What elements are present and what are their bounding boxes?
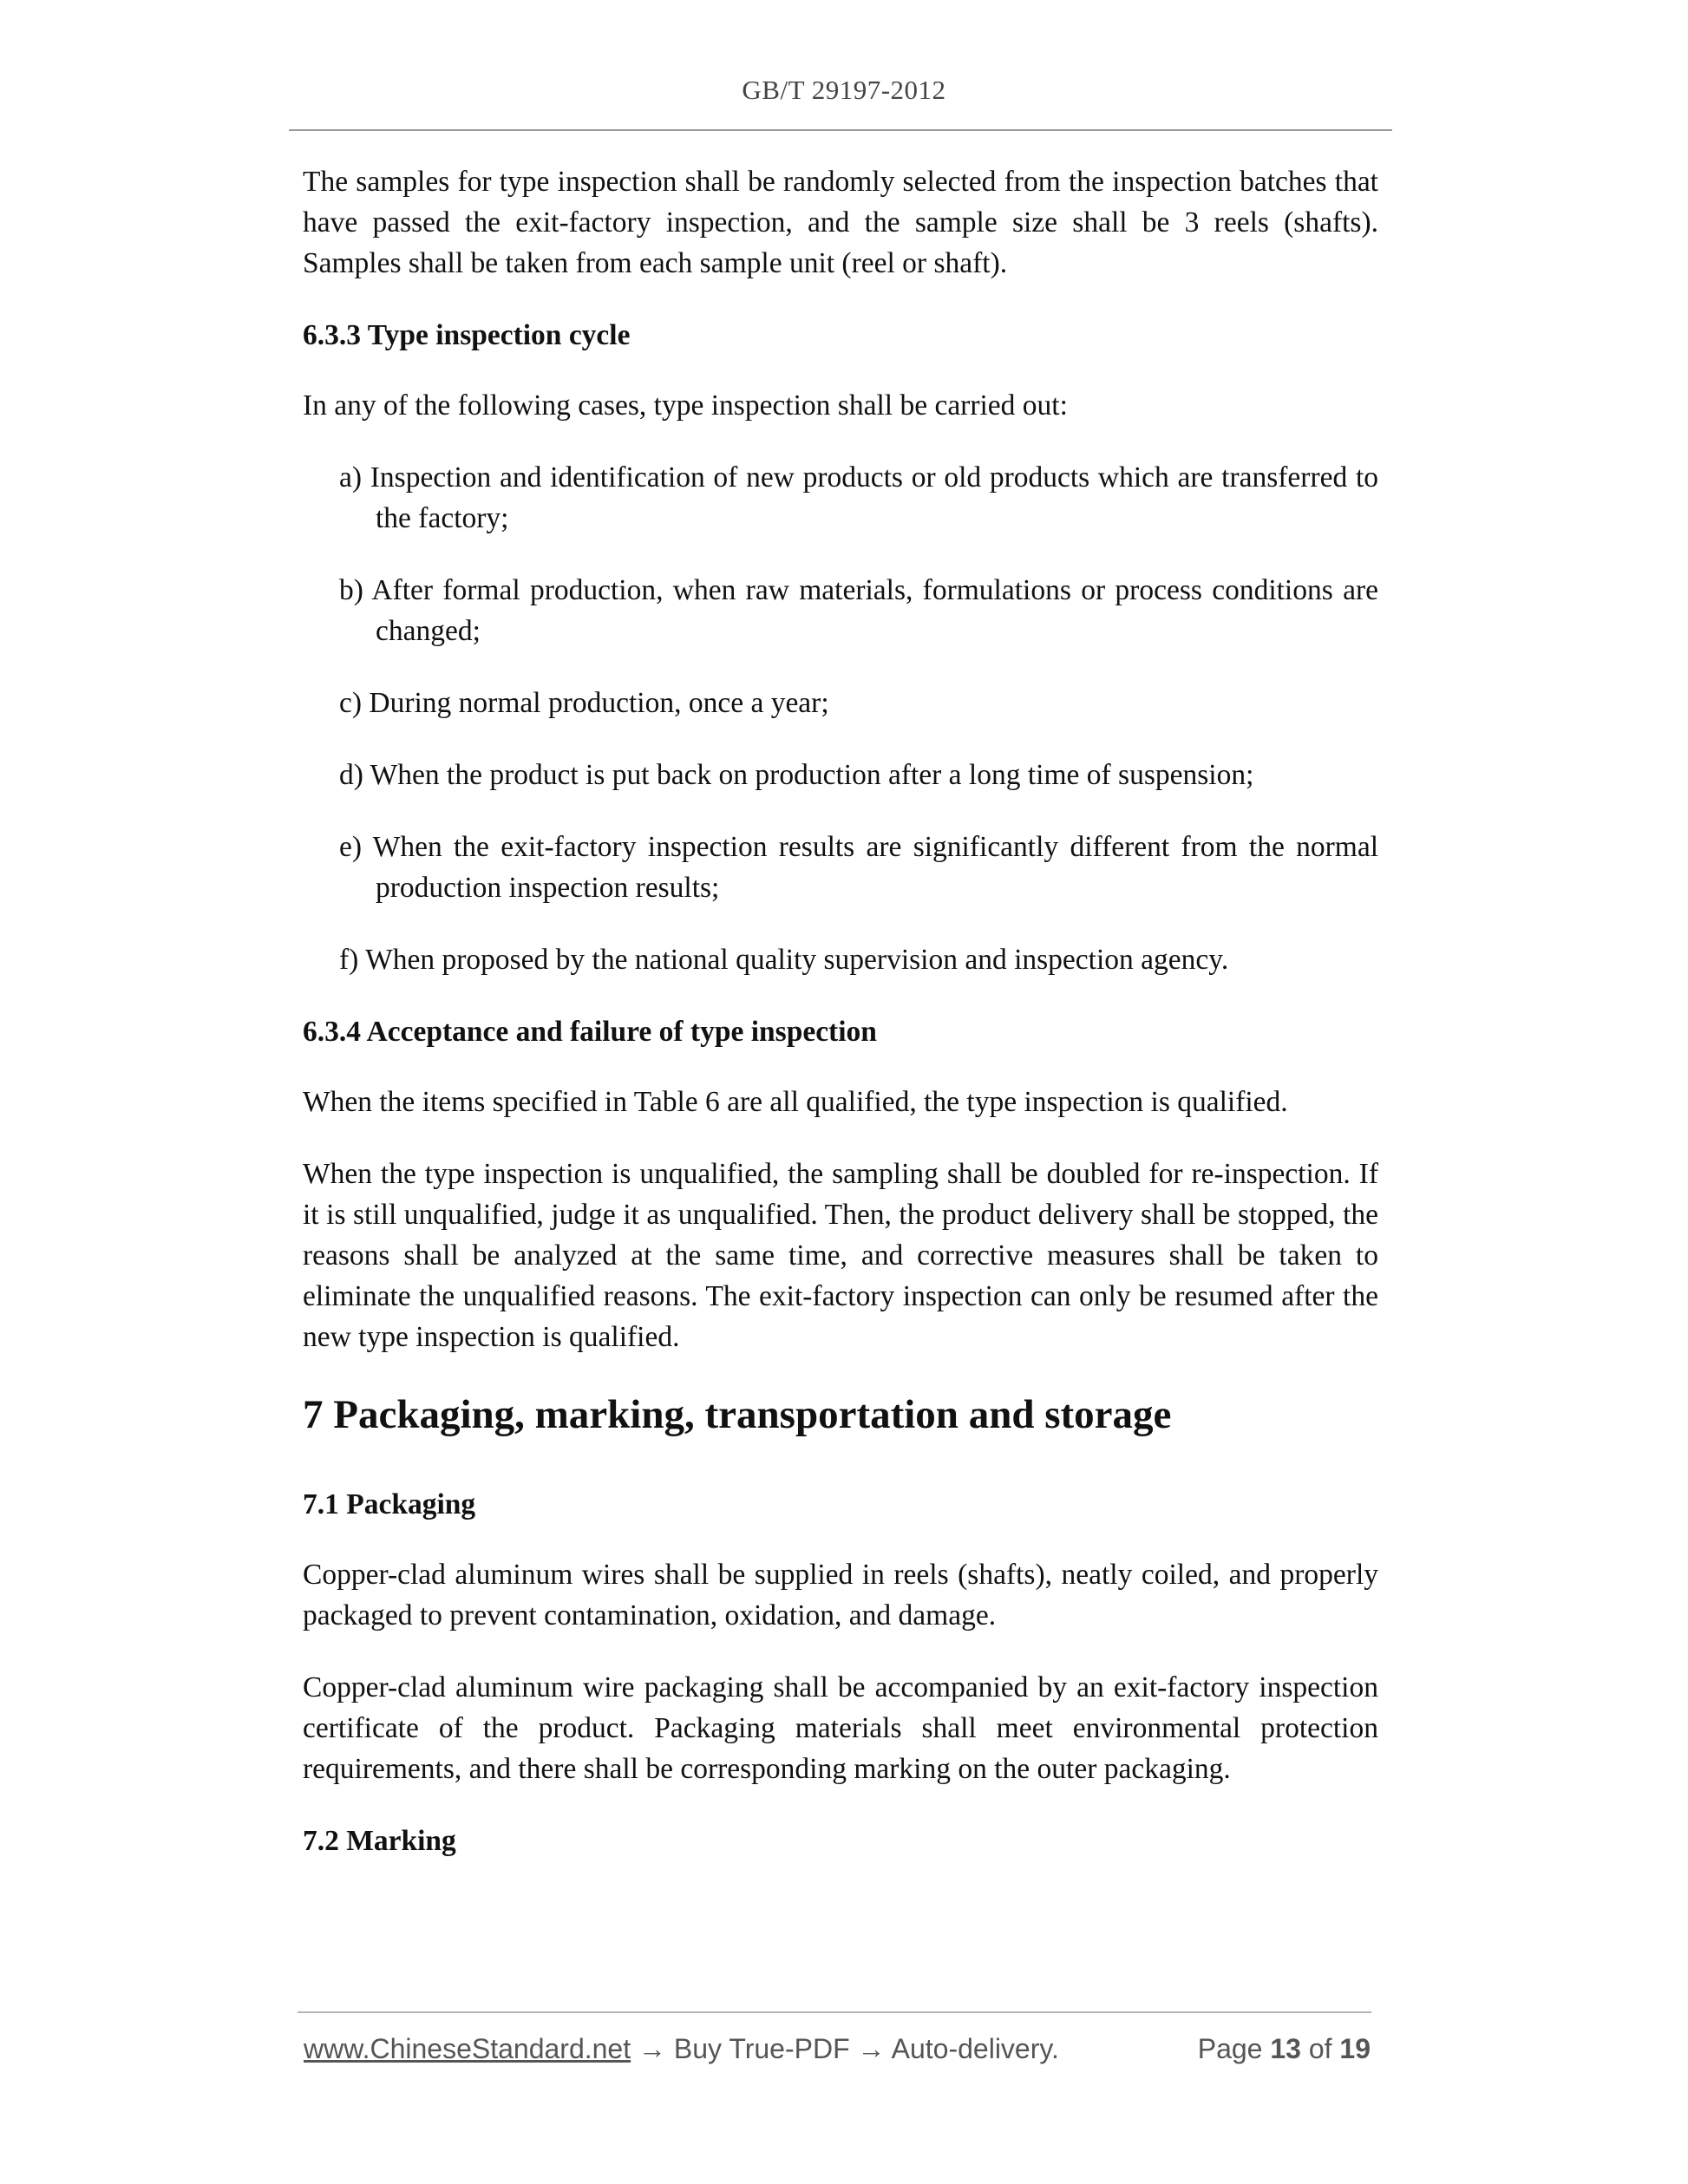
section-6-3-4-paragraph-1: When the items specified in Table 6 are all qualified, the type inspection is qualified. — [303, 1086, 1288, 1118]
arrow-right-icon: → — [631, 2033, 674, 2064]
list-item: c) During normal production, once a year; — [339, 687, 829, 719]
intro-paragraph: The samples for type inspection shall be randomly selected from the inspection batches that have passed the exit-factory inspection, and the sample size shall be 3 reels (shafts). Samples shall be taken from each sample unit (reel or shaft). — [303, 166, 1378, 279]
section-7-2-heading: 7.2 Marking — [303, 1825, 456, 1857]
section-6-3-4-paragraph-2: When the type inspection is unqualified, the sampling shall be doubled for re-inspection. If it is still unqualified, judge it as unqualified. Then, the product delivery shall be stopped, the reasons shall be analyzed at the same time, and corrective measures shall be taken to eliminate the unqualified reasons. The exit-factory inspection can only be resumed after the new type inspection is qualified. — [303, 1158, 1378, 1353]
section-7-1-paragraph-2: Copper-clad aluminum wire packaging shall be accompanied by an exit-factory inspection certificate of the product. Packaging materials shall meet environmental protection requirements, and there shall be corresponding marking on the outer packaging. — [303, 1671, 1378, 1785]
section-7-1-paragraph-1: Copper-clad aluminum wires shall be supplied in reels (shafts), neatly coiled, and properly packaged to prevent contamination, oxidation, and damage. — [303, 1559, 1378, 1631]
document-body — [303, 161, 1378, 1891]
buy-true-pdf-text: Buy True-PDF — [673, 2033, 850, 2064]
current-page-number: 13 — [1270, 2033, 1301, 2064]
list-item: b) After formal production, when raw materials, formulations or process conditions are changed; — [339, 574, 1378, 647]
page-footer — [304, 2030, 1371, 2068]
auto-delivery-text: Auto-delivery. — [891, 2033, 1059, 2064]
type-inspection-cases-list — [303, 457, 1378, 980]
list-item: d) When the product is put back on production after a long time of suspension; — [339, 759, 1254, 791]
total-page-count: 19 — [1339, 2033, 1371, 2064]
list-item: e) When the exit-factory inspection results are significantly different from the normal production inspection results; — [339, 831, 1378, 904]
list-item: a) Inspection and identification of new products or old products which are transferred to the factory; — [339, 461, 1378, 534]
arrow-right-icon: → — [849, 2033, 892, 2064]
section-6-3-4-heading: 6.3.4 Acceptance and failure of type inspection — [303, 1016, 877, 1048]
list-item: f) When proposed by the national quality supervision and inspection agency. — [339, 944, 1229, 976]
of-label: of — [1308, 2033, 1332, 2064]
section-7-heading: 7 Packaging, marking, transportation and storage — [303, 1392, 1172, 1437]
section-7-1-heading: 7.1 Packaging — [303, 1488, 476, 1520]
document-header-title: GB/T 29197-2012 — [742, 75, 946, 105]
header-divider — [289, 129, 1392, 131]
page-label: Page — [1197, 2033, 1263, 2064]
footer-divider — [298, 2011, 1371, 2013]
section-6-3-3-heading: 6.3.3 Type inspection cycle — [303, 319, 631, 351]
website-link[interactable]: www.ChineseStandard.net — [304, 2033, 631, 2064]
page-indicator — [1198, 2030, 1371, 2068]
section-6-3-3-lead: In any of the following cases, type inspection shall be carried out: — [303, 389, 1068, 422]
